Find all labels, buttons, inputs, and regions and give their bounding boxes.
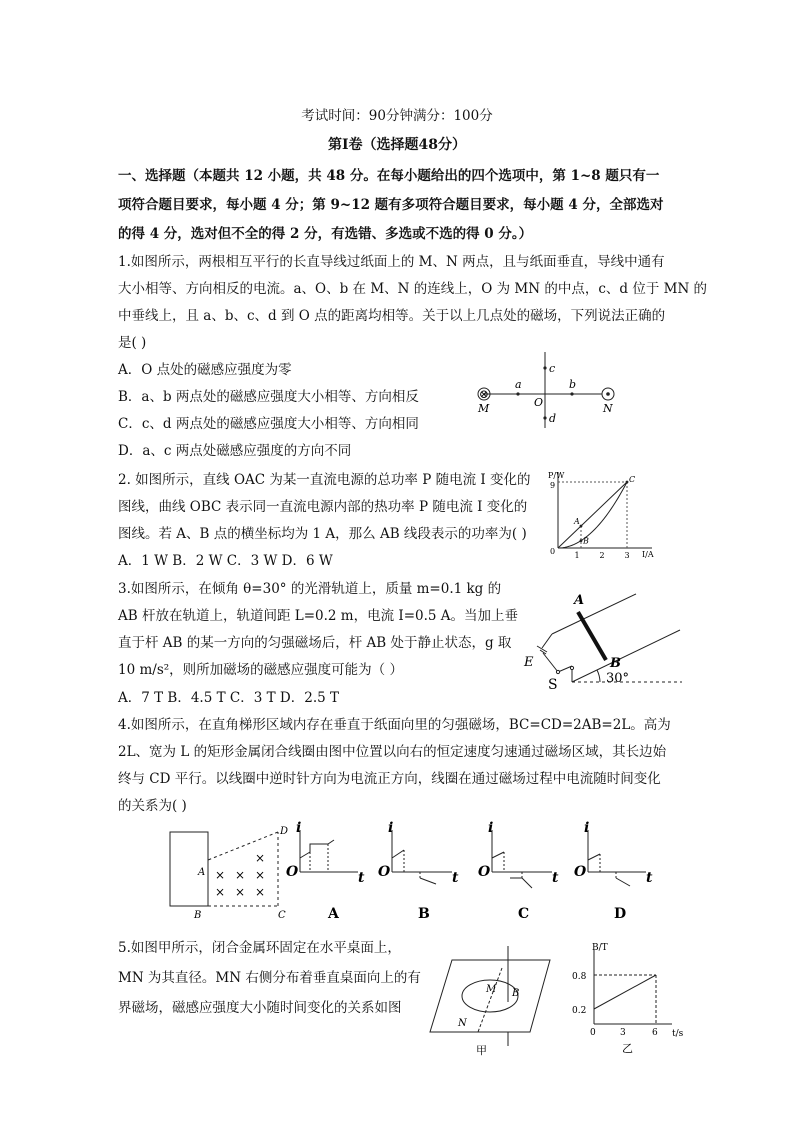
origin-label: O <box>574 864 587 880</box>
q3-incline-figure <box>518 590 688 692</box>
trap-label-a: A <box>198 867 206 878</box>
q1-option-c: C．c、d 两点处的磁感应强度大小相等、方向相同 <box>118 416 419 432</box>
option-b-graph <box>378 820 459 922</box>
section-instructions-2: 项符合题目要求，每小题 4 分；第 9~12 题有多项符合题目要求，每小题 4 分，全部选对 <box>118 197 664 213</box>
chart-xtick-3: 3 <box>620 1028 626 1038</box>
q3-stem-4: 10 m/s²，则所加磁场的磁感应强度可能为（ ） <box>118 662 403 678</box>
label-a: a <box>515 378 522 391</box>
chart-point-a <box>580 525 583 528</box>
field-cross: × <box>215 885 226 899</box>
ring-label-m: M <box>486 984 497 995</box>
source-label-e: E <box>524 655 534 670</box>
b-t-line <box>594 975 656 1009</box>
q2-stem-1: 2. 如图所示，直线 OAC 为某一直流电源的总功率 P 随电流 I 变化的 <box>118 472 531 488</box>
chart-point-a-label: A <box>574 517 580 526</box>
t-axis-label: t <box>452 870 459 886</box>
field-label-b: B <box>512 988 520 999</box>
q1-figure <box>470 348 630 433</box>
chart-xtick-0: 0 <box>590 1028 596 1038</box>
figure-caption-jia: 甲 <box>476 1044 487 1057</box>
q4-stem-1: 4.如图所示，在直角梯形区域内存在垂直于纸面向里的匀强磁场，BC=CD=2AB=2L。高为 <box>118 717 671 733</box>
q5-stem-1: 5.如图甲所示，闭合金属环固定在水平桌面上， <box>118 940 401 956</box>
q3-stem-3: 直于杆 AB 的某一方向的匀强磁场后，杆 AB 处于静止状态，g 取 <box>118 635 512 651</box>
rod-label-a: A <box>574 593 585 608</box>
q4-stem-2: 2L、宽为 L 的矩形金属闭合线圈由图中位置以向右的恒定速度匀速通过磁场区域，其长边始 <box>118 744 667 760</box>
option-label: C <box>518 906 530 922</box>
label-d: d <box>549 412 557 425</box>
q5-figure-yi-chart <box>572 940 694 1058</box>
chart-origin: 0 <box>550 547 556 556</box>
part-title: 第Ⅰ卷（选择题48分） <box>327 137 467 153</box>
section-instructions-1: 一、选择题（本题共 12 小题，共 48 分。在每小题给出的四个选项中，第 1~8 题只有一 <box>118 168 660 184</box>
q3-stem-2: AB 杆放在轨道上，轨道间距 L=0.2 m，电流 I=0.5 A。当加上垂 <box>118 608 519 624</box>
label-b: b <box>569 378 577 391</box>
chart-ylabel: B/T <box>592 943 608 953</box>
q2-stem-3: 图线。若 A、B 点的横坐标均为 1 A，那么 AB 线段表示的功率为( ) <box>118 526 527 542</box>
q5-figure-jia <box>426 946 556 1058</box>
chart-xtick-3: 3 <box>624 551 630 560</box>
option-label: A <box>328 906 339 922</box>
chart-ylabel: P/W <box>548 471 565 480</box>
q1-option-a: A．O 点处的磁感应强度为零 <box>118 362 292 378</box>
option-label: D <box>614 906 627 922</box>
q2-stem-2: 图线，曲线 OBC 表示同一直流电源内部的热功率 P 随电流 I 变化的 <box>118 499 528 515</box>
option-c-graph <box>478 820 559 922</box>
option-d-graph <box>574 820 653 922</box>
field-cross: × <box>235 885 246 899</box>
q1-stem-2: 大小相等、方向相反的电流。a、O、b 在 M、N 的连线上，O 为 MN 的中点，c、d 位于 MN 的 <box>118 281 708 297</box>
wire-m-cross: ⊗ <box>478 387 490 401</box>
label-c: c <box>549 362 556 375</box>
field-cross: × <box>255 851 266 865</box>
chart-xlabel: I/A <box>642 550 654 559</box>
chart-xtick-6: 6 <box>652 1028 658 1038</box>
rod-label-b: B <box>610 656 621 671</box>
q5-stem-2: MN 为其直径。MN 右侧分布着垂直桌面向上的有 <box>118 970 421 986</box>
chart-point-c-label: C <box>629 475 636 484</box>
q1-stem-3: 中垂线上，且 a、b、c、d 到 O 点的距离均相等。关于以上几点处的磁场，下列说法正确的 <box>118 308 666 324</box>
field-cross: × <box>215 868 226 882</box>
q5-stem-3: 界磁场，磁感应强度大小随时间变化的关系如图 <box>118 1000 402 1016</box>
chart-ytick-0.8: 0.8 <box>572 972 587 982</box>
wire-n-dot <box>606 392 610 396</box>
q3-stem-1: 3.如图所示，在倾角 θ=30° 的光滑轨道上，质量 m=0.1 kg 的 <box>118 581 502 597</box>
trap-label-b: B <box>194 910 202 921</box>
chart-point-b <box>580 539 583 542</box>
q1-option-d: D．a、c 两点处磁感应强度的方向不同 <box>118 443 352 459</box>
option-a-graph <box>286 820 365 922</box>
i-axis-label: i <box>388 820 394 836</box>
series-oac-line <box>558 482 627 548</box>
origin-label: O <box>478 864 491 880</box>
i-axis-label: i <box>488 820 494 836</box>
origin-label: O <box>378 864 391 880</box>
q2-power-chart <box>544 466 656 558</box>
field-cross: × <box>255 868 266 882</box>
t-axis-label: t <box>646 870 653 886</box>
q2-options: A．1 W B．2 W C．3 W D．6 W <box>118 553 333 569</box>
section-instructions-3: 的得 4 分，选对但不全的得 2 分，有选错、多选或不选的得 0 分。） <box>118 226 533 242</box>
chart-xlabel: t/s <box>672 1029 684 1039</box>
exam-info: 考试时间：90分钟满分：100分 <box>301 108 493 124</box>
field-cross: × <box>255 885 266 899</box>
ring-label-n: N <box>458 1018 467 1029</box>
q3-options: A．7 T B．4.5 T C．3 T D．2.5 T <box>118 690 339 706</box>
q4-stem-3: 终与 CD 平行。以线圈中逆时针方向为电流正方向，线圈在通过磁场过程中电流随时间变化 <box>118 771 661 787</box>
label-n: N <box>603 402 613 415</box>
chart-point-b-label: B <box>583 536 589 546</box>
field-cross: × <box>235 868 246 882</box>
chart-ytick-9: 9 <box>550 481 556 490</box>
t-axis-label: t <box>358 870 365 886</box>
i-axis-label: i <box>584 820 590 836</box>
trap-label-d: D <box>280 826 289 837</box>
q1-stem-4: 是( ) <box>118 335 147 351</box>
t-axis-label: t <box>552 870 559 886</box>
angle-label: 30° <box>606 671 630 686</box>
i-axis-label: i <box>296 820 302 836</box>
q1-stem-1: 1.如图所示，两根相互平行的长直导线过纸面上的 M、N 两点，且与纸面垂直，导线中通有 <box>118 254 665 270</box>
origin-label: O <box>286 864 299 880</box>
q1-option-b: B．a、b 两点处的磁感应强度大小相等、方向相反 <box>118 389 419 405</box>
label-m: M <box>478 402 490 415</box>
chart-xtick-2: 2 <box>599 551 605 560</box>
chart-ytick-0.2: 0.2 <box>572 1006 587 1016</box>
trap-label-c: C <box>278 910 286 921</box>
chart-point-c <box>626 481 629 484</box>
label-o: O <box>534 396 544 409</box>
chart-xtick-1: 1 <box>574 551 580 560</box>
switch-label-s: S <box>548 677 558 693</box>
option-label: B <box>418 906 430 922</box>
q4-figure <box>160 822 660 924</box>
figure-caption-yi: 乙 <box>622 1042 633 1055</box>
q4-stem-4: 的关系为( ) <box>118 798 187 814</box>
